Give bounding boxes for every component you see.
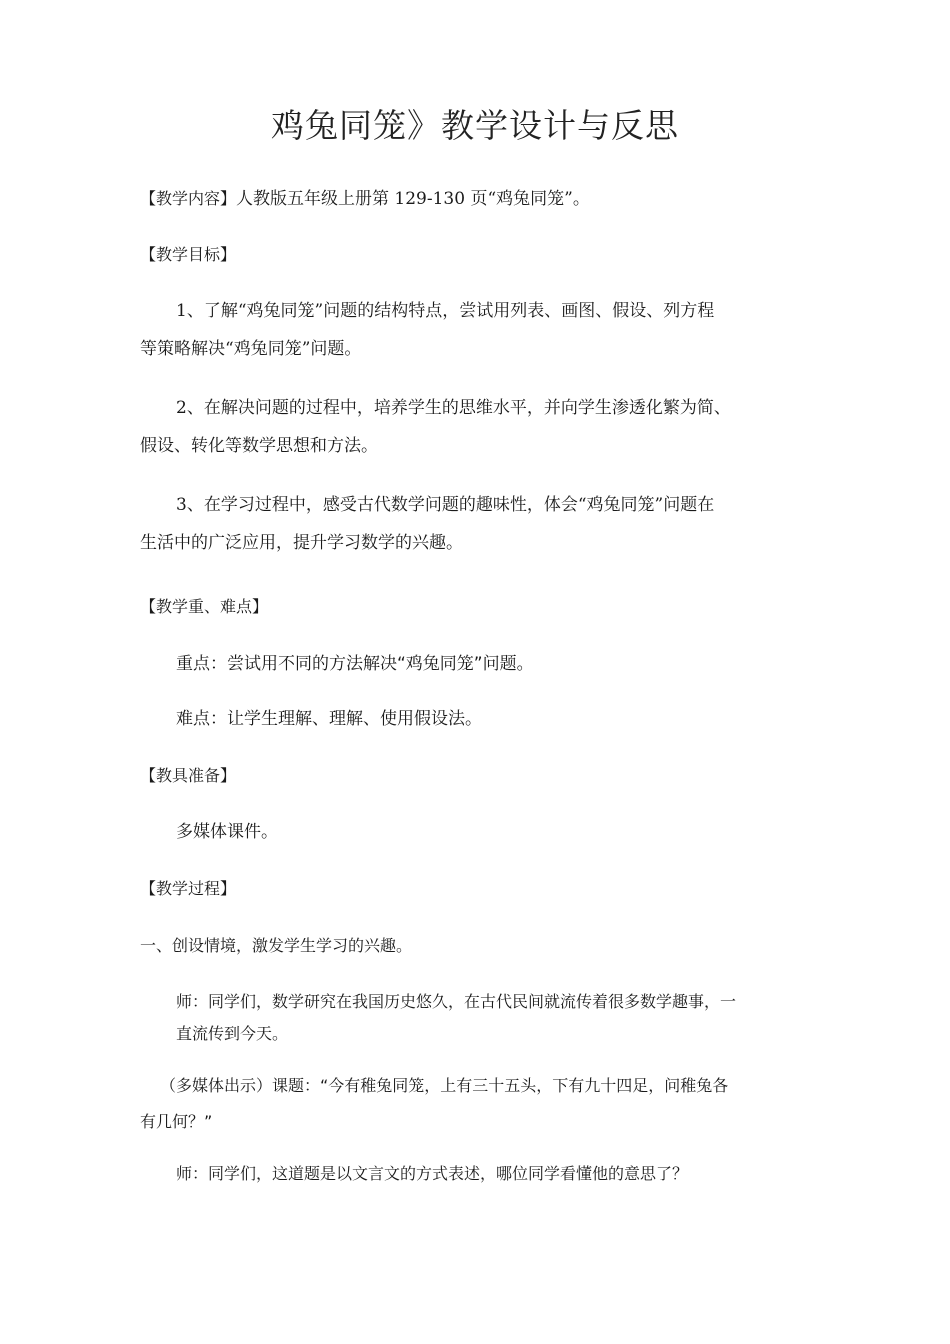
teaching-tools-heading: 【教具准备】 (140, 766, 237, 785)
goal-2-line-2: 假设、转化等数学思想和方法。 (140, 436, 378, 456)
key-point-text: 尝试用不同的方法解决“鸡兔同笼”问题。 (227, 654, 534, 674)
media-line-2: 有几何？” (140, 1112, 213, 1131)
key-point-label: 重点： (176, 654, 227, 674)
teaching-content-label: 【教学内容】 (140, 189, 237, 208)
teaching-tools-text: 多媒体课件。 (176, 822, 278, 842)
goal-1-line-1: 1、了解“鸡兔同笼”问题的结构特点，尝试用列表、画图、假设、列方程 (176, 301, 715, 321)
teacher-1-line-2: 直流传到今天。 (176, 1024, 289, 1043)
goal-1-line-2: 等策略解决“鸡兔同笼”问题。 (140, 339, 362, 359)
teacher-2-line: 师：同学们，这道题是以文言文的方式表述，哪位同学看懂他的意思了？ (176, 1164, 689, 1183)
teaching-content-text: 人教版五年级上册第 129-130 页“鸡兔同笼”。 (236, 189, 590, 209)
document-title: 鸡兔同笼》教学设计与反思 (271, 106, 679, 145)
step-1-heading: 一、创设情境，激发学生学习的兴趣。 (140, 936, 413, 955)
difficult-point-line: 难点：让学生理解、理解、使用假设法。 (176, 709, 482, 729)
goal-3-line-2: 生活中的广泛应用，提升学习数学的兴趣。 (140, 533, 463, 553)
goal-3-line-1: 3、在学习过程中，感受古代数学问题的趣味性，体会“鸡兔同笼”问题在 (176, 495, 715, 515)
media-line-1: （多媒体出示）课题：“今有稚兔同笼，上有三十五头，下有九十四足，问稚兔各 (160, 1076, 729, 1095)
teaching-process-heading: 【教学过程】 (140, 879, 237, 898)
teaching-goals-heading: 【教学目标】 (140, 245, 237, 264)
key-points-heading: 【教学重、难点】 (140, 597, 269, 616)
key-point-line (176, 652, 534, 676)
teacher-1-line-1: 师：同学们，数学研究在我国历史悠久，在古代民间就流传着很多数学趣事，一 (176, 992, 737, 1011)
goal-2-line-1: 2、在解决问题的过程中，培养学生的思维水平，并向学生渗透化繁为简、 (176, 398, 731, 418)
teaching-content-line (140, 187, 590, 211)
